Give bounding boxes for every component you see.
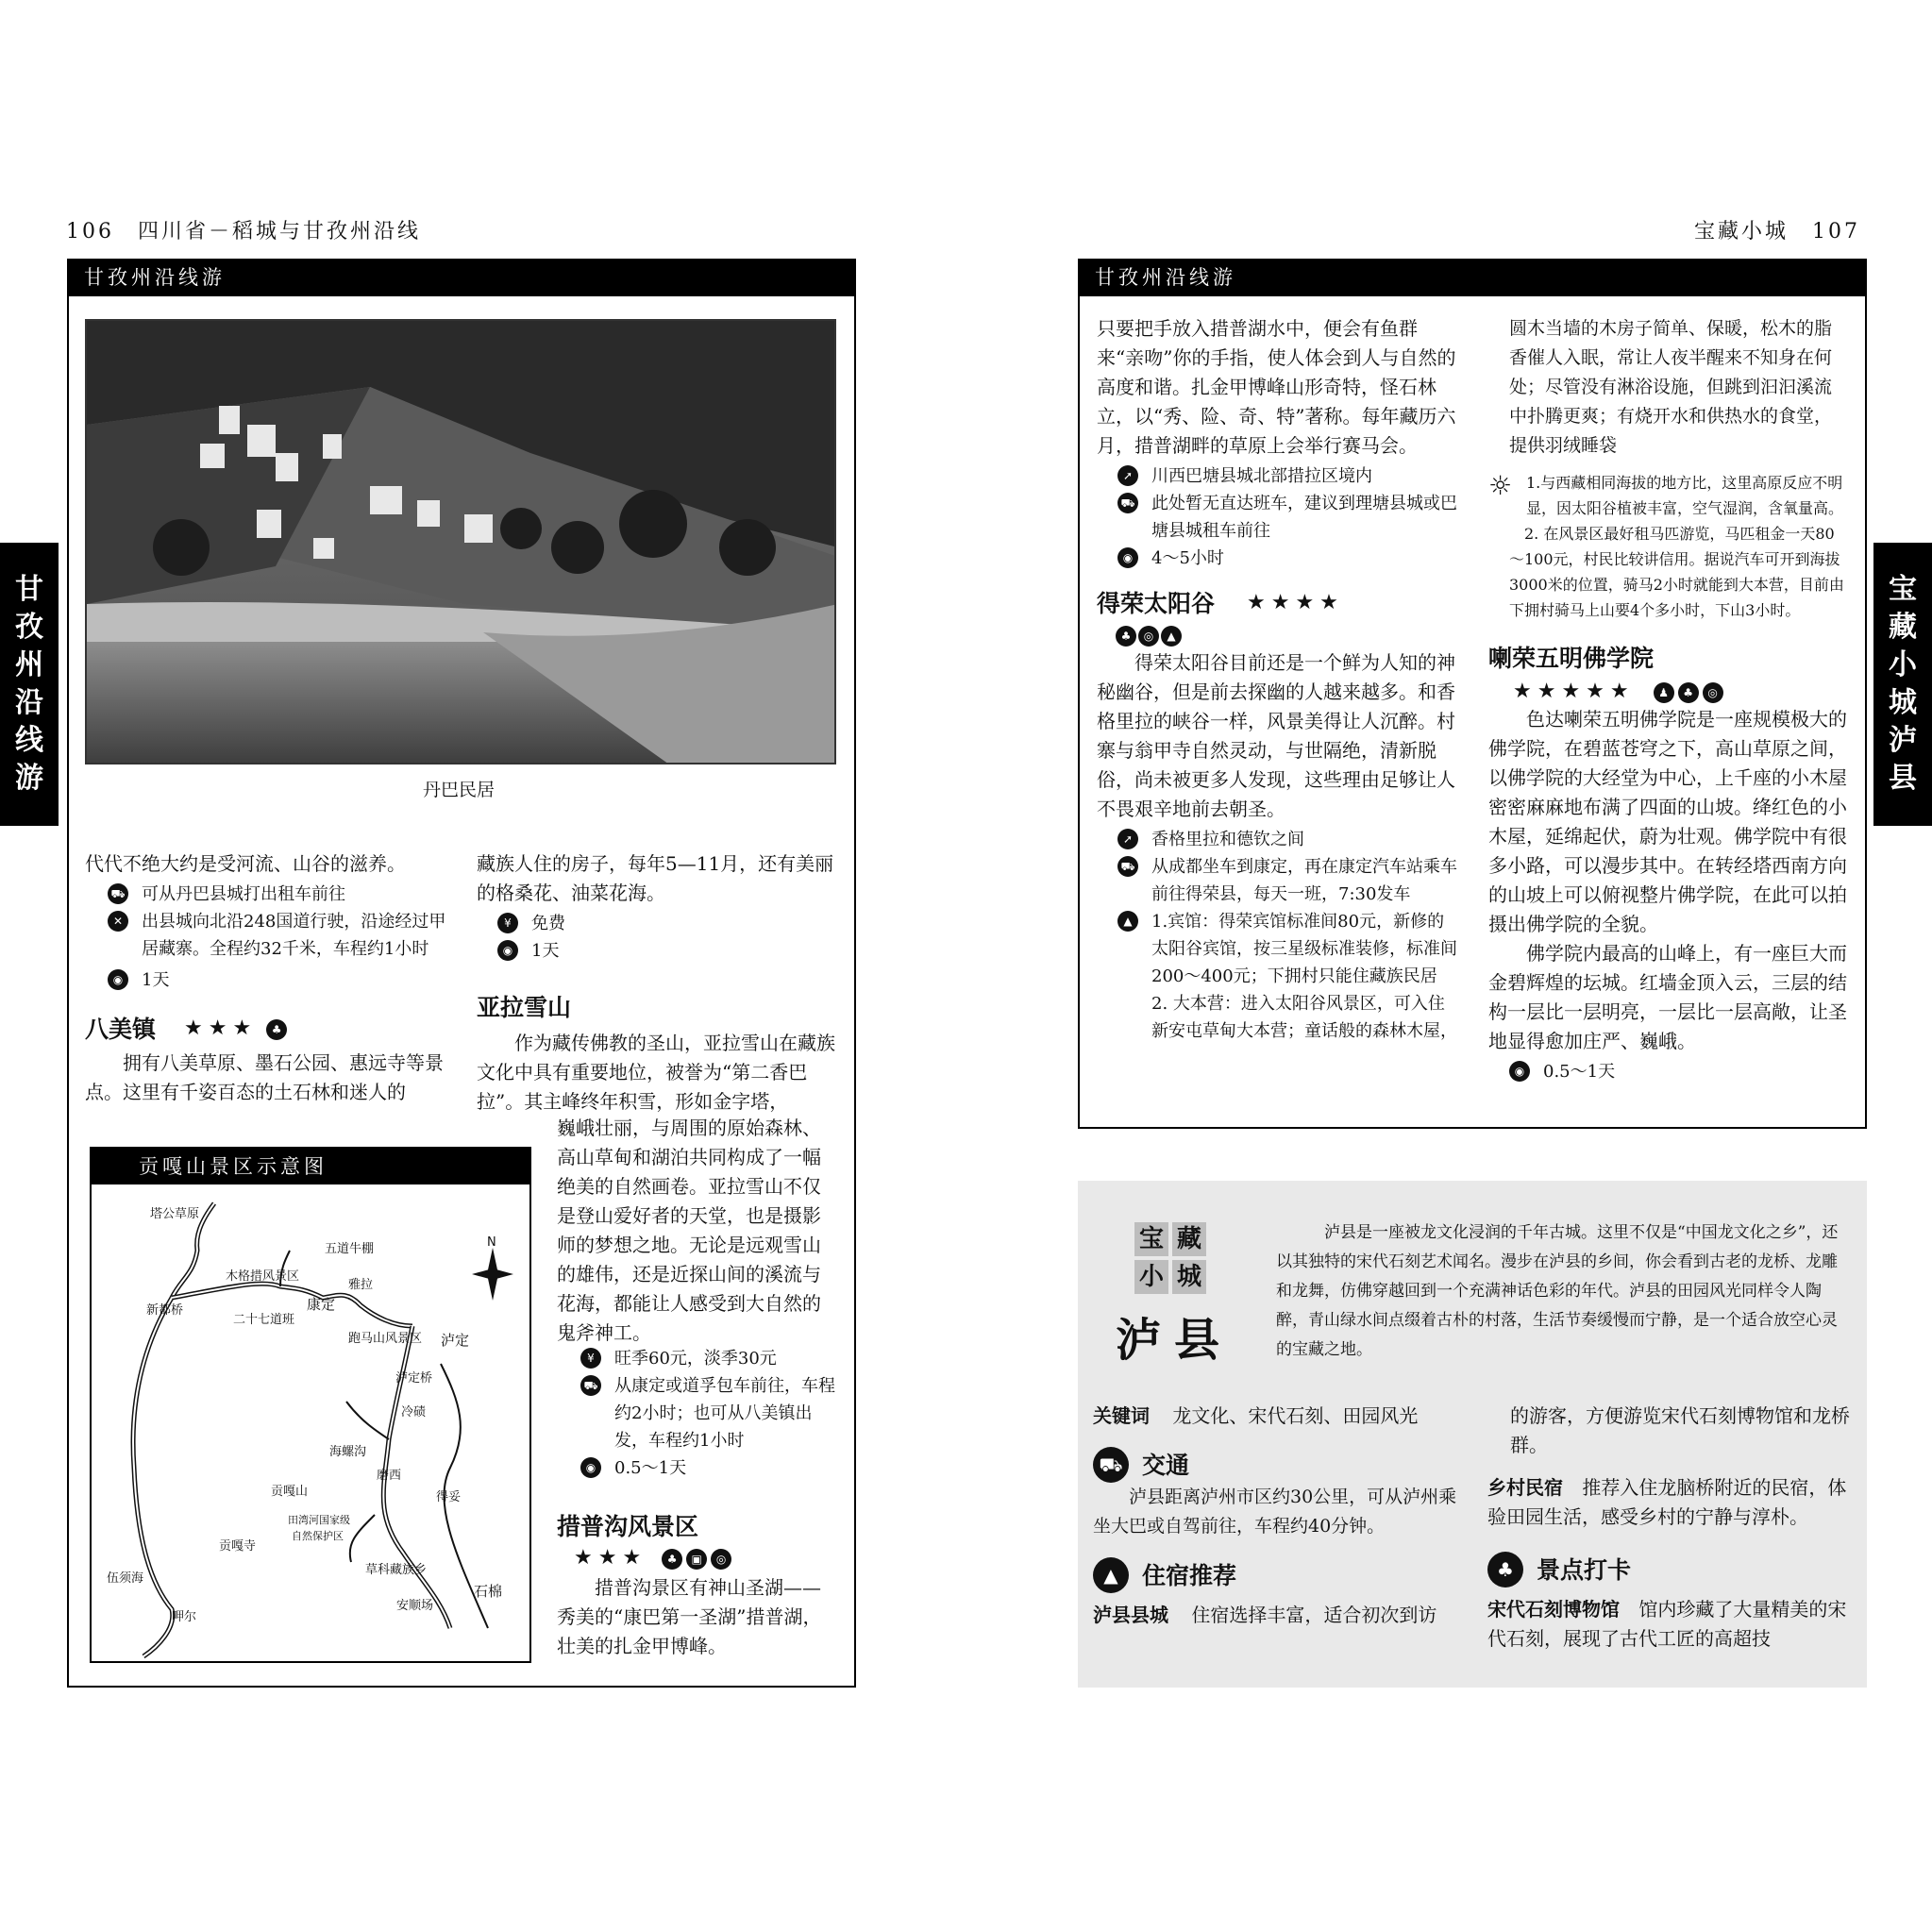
camera-icon: ◎	[1703, 682, 1723, 703]
info-row	[1117, 490, 1457, 545]
derong-continued: 圆木当墙的木房子简单、保暖，松木的脂香催人入眠，常让人夜半醒来不知身在何处；尽管没有淋浴设施，但跳到汩汩溪流中扑腾更爽；有烧开水和供热水的食堂，提供羽绒睡袋	[1509, 318, 1833, 456]
map-label: 冷碛	[401, 1405, 427, 1420]
bamei-stars: ★★★	[184, 1016, 258, 1040]
info-text: 0.5～1天	[614, 1458, 687, 1478]
camera-icon: ◎	[711, 1549, 731, 1570]
side-tab-char: 小	[1889, 648, 1917, 681]
eye-icon: ◉	[108, 969, 128, 990]
north-label: N	[487, 1235, 496, 1250]
yala-text-a: 作为藏传佛教的圣山，亚拉雪山在藏族文化中具有重要地位，被誉为“第二香巴拉”。其主峰终年积雪，形如金字塔，	[477, 1032, 835, 1113]
larong-stars: ★★★★★	[1513, 680, 1635, 703]
side-tab-char: 宝	[1889, 573, 1917, 606]
tag-char: 藏	[1172, 1222, 1206, 1256]
side-tab-char: 甘	[15, 573, 43, 606]
map-label: 磨西	[377, 1469, 402, 1483]
right-section-bar: 甘孜州沿线游	[1078, 259, 1867, 296]
info-text: 0.5～1天	[1543, 1062, 1616, 1082]
map-label: 海螺沟	[329, 1445, 367, 1459]
right-page-header: 宝藏小城 107	[1694, 220, 1860, 244]
tag-char: 宝	[1134, 1222, 1168, 1256]
info-row	[1117, 853, 1457, 908]
map-label: 雅拉	[348, 1278, 374, 1292]
stay-text: 住宿选择丰富，适合初次到访	[1191, 1604, 1437, 1626]
luxian-left-col	[1093, 1402, 1470, 1630]
map-label: 二十七道班	[233, 1313, 295, 1327]
derong-heading	[1097, 585, 1457, 619]
camera-icon: ◎	[1138, 626, 1159, 647]
cuopu-info	[1117, 462, 1457, 572]
danba-photo	[85, 319, 836, 764]
tip-2: 2. 在风景区最好租马匹游览，马匹租金一天80～100元，村民比较讲信用。据说汽车可开到海拔3000米的位置，骑马2小时就能到大本营，目前由下拥村骑马上山要4个多小时，下山3小时。	[1509, 525, 1844, 619]
bamei-heading	[85, 1011, 453, 1045]
ticket-icon: ¥	[497, 913, 518, 933]
tag-char: 城	[1172, 1260, 1206, 1294]
location-icon: ➚	[1117, 829, 1138, 849]
info-text: 此处暂无直达班车，建议到理塘县城或巴塘县城租车前往	[1151, 494, 1457, 541]
bus-icon: ⛟	[580, 1375, 601, 1396]
derong-info	[1117, 826, 1457, 1045]
village-text: 推荐入住龙脑桥附近的民宿，体验田园生活，感受乡村的宁静与淳朴。	[1487, 1476, 1847, 1528]
map-label: 贡嘎寺	[219, 1539, 257, 1554]
left-side-tab	[0, 543, 59, 826]
bus-icon: ⛟	[1093, 1447, 1129, 1483]
eye-icon: ◉	[1117, 547, 1138, 568]
bamei-text: 拥有八美草原、墨石公园、惠远寺等景点。这里有千姿百态的土石林和迷人的	[85, 1051, 444, 1103]
side-tab-char: 沿	[15, 686, 43, 719]
danba-village-image	[87, 321, 836, 764]
side-tab-char: 线	[15, 724, 43, 757]
stay-cont: 的游客，方便游览宋代石刻博物馆和龙桥群。	[1510, 1404, 1850, 1456]
cuopu-stars-row	[574, 1546, 837, 1570]
stay-row	[1093, 1601, 1470, 1630]
tip-1: 1.与西藏相同海拔的地方比，这里高原反应不明显，因太阳谷植被丰富，空气湿润，含氧量高。	[1526, 474, 1844, 517]
map-label: 五道牛棚	[325, 1242, 375, 1256]
left-col1-info	[108, 881, 453, 994]
info-text: 4～5小时	[1151, 548, 1224, 568]
info-text: 川西巴塘县城北部措拉区境内	[1151, 466, 1372, 486]
left-col2	[477, 849, 837, 1117]
side-tab-char: 游	[15, 762, 43, 795]
traffic-heading	[1093, 1444, 1470, 1483]
location-icon: ➚	[1117, 465, 1138, 486]
side-tab-char: 县	[1889, 762, 1917, 795]
yala-text-b: 巍峨壮丽，与周围的原始森林、高山草甸和湖泊共同构成了一幅绝美的自然画卷。亚拉雪山不仅是登山爱好者的天堂，也是摄影师的梦想之地。无论是远观雪山的雄伟，还是近探山间的溪流与花海，都能让人感受到大自然的鬼斧神工。	[557, 1117, 821, 1344]
info-text: 旺季60元，淡季30元	[614, 1349, 777, 1369]
info-row	[1117, 908, 1457, 990]
keywords-row	[1093, 1402, 1470, 1431]
museum-text: 馆内珍藏了大量精美的宋代石刻，展现了古代工匠的高超技	[1487, 1598, 1847, 1650]
stay-label: 泸县县城	[1093, 1604, 1168, 1626]
side-tab-char: 藏	[1889, 611, 1917, 644]
cuopu-stars: ★★★	[574, 1546, 647, 1570]
derong-text: 得荣太阳谷目前还是一个鲜为人知的神秘幽谷，但是前去探幽的人越来越多。和香格里拉的峡谷一样，风景美得让人沉醉。村寨与翁甲寺自然灵动，与世隔绝，清新脱俗，尚未被更多人发现，这些理由足够让人不畏艰辛地前去朝圣。	[1097, 651, 1455, 820]
side-tab-char: 城	[1889, 686, 1917, 719]
tips-block	[1488, 470, 1849, 521]
info-row	[497, 910, 837, 937]
info-text: 1.宾馆：得荣宾馆标准间80元，新修的太阳谷宾馆，按三星级标准装修，标准间200～400元；下拥村只能住藏族民居	[1151, 912, 1457, 986]
scenery-icon: ♣	[662, 1549, 682, 1570]
info-row	[1117, 826, 1457, 853]
map-routes	[92, 1184, 529, 1661]
museum-label: 宋代石刻博物馆	[1487, 1598, 1620, 1621]
cuopu-text: 措普沟景区有神山圣湖——秀美的“康巴第一圣湖”措普湖，壮美的扎金甲博峰。	[557, 1576, 822, 1657]
map-label: 康定	[307, 1296, 336, 1313]
bus-icon: ⛟	[1117, 493, 1138, 513]
right-col2	[1488, 314, 1849, 1085]
map-label: 田湾河国家级	[288, 1514, 350, 1526]
map-label: 草科藏族乡	[365, 1563, 428, 1577]
bus-icon: ⛟	[1117, 856, 1138, 877]
info-text: 2. 大本营：进入太阳谷风景区，可入住新安屯草甸大本营；童话般的森林木屋，	[1151, 994, 1457, 1041]
luxian-right-col	[1487, 1402, 1850, 1654]
tent-icon: ▲	[1117, 911, 1138, 932]
info-row	[497, 937, 837, 965]
side-tab-char: 孜	[15, 611, 43, 644]
map-label: 泸定桥	[395, 1371, 433, 1386]
info-text: 免费	[531, 914, 565, 933]
larong-text-b: 佛学院内最高的山峰上，有一座巨大而金碧辉煌的坛城。红墙金顶入云，三层的结构一层比一层明亮，一层比一层高敞，让圣地显得愈加庄严、巍峨。	[1488, 942, 1847, 1052]
tent-icon: ▲	[1161, 626, 1182, 647]
scenery-icon: ♣	[266, 1019, 287, 1040]
museum-row	[1487, 1595, 1850, 1654]
left-col1-intro: 代代不绝大约是受河流、山谷的滋养。	[85, 852, 406, 875]
spots-title: 景点打卡	[1537, 1555, 1632, 1584]
info-text: 出县城向北沿248国道行驶，沿途经过甲居藏寨。全程约32千米，车程约1小时	[142, 912, 446, 959]
lightbulb-icon: ☼	[1488, 470, 1513, 501]
luxian-tag	[1134, 1222, 1210, 1294]
eye-icon: ◉	[580, 1457, 601, 1478]
photo-caption: 丹巴民居	[423, 780, 496, 800]
left-page-header: 106 四川省－稻城与甘孜州沿线	[66, 220, 421, 244]
larong-stars-row	[1513, 680, 1849, 703]
info-row	[108, 881, 453, 908]
info-text: 从成都坐车到康定，再在康定汽车站乘车前往得荣县，每天一班，7:30发车	[1151, 857, 1457, 904]
stay-title: 住宿推荐	[1142, 1561, 1237, 1589]
scenery-icon: ♣	[1678, 682, 1699, 703]
info-row	[1509, 1058, 1849, 1085]
luxian-title: 泸县	[1116, 1314, 1234, 1367]
stay-heading	[1093, 1554, 1470, 1593]
tent-icon: ▲	[1093, 1557, 1129, 1593]
map-label: 安顺场	[396, 1599, 434, 1613]
map-label: 自然保护区	[292, 1530, 344, 1542]
keywords-value: 龙文化、宋代石刻、田园风光	[1172, 1404, 1419, 1427]
village-label: 乡村民宿	[1487, 1476, 1563, 1499]
map-label: 新都桥	[146, 1303, 184, 1318]
derong-stars: ★★★★	[1247, 590, 1344, 614]
map-label: 塔公草原	[150, 1207, 200, 1221]
larong-text-a: 色达喇荣五明佛学院是一座规模极大的佛学院，在碧蓝苍穹之下，高山草原之间，以佛学院的大经堂为中心，上千座的小木屋密密麻麻地布满了四面的山坡。绛红色的小木屋，延绵起伏，蔚为壮观。佛学院中有很多小路，可以漫步其中。在转经塔西南方向的山坡上可以俯视整片佛学院，在此可以拍摄出佛学院的全貌。	[1488, 708, 1847, 935]
cuopu-section	[557, 1508, 837, 1661]
left-col1	[85, 849, 453, 1107]
map-label: 伍须海	[107, 1571, 144, 1586]
traffic-text: 泸县距离泸州市区约30公里，可从泸州乘坐大巴或自驾前往，车程约40分钟。	[1093, 1487, 1457, 1537]
info-text: 香格里拉和德钦之间	[1151, 830, 1304, 849]
info-row	[580, 1454, 837, 1482]
scenery-icon: ♣	[1116, 626, 1136, 647]
info-row	[580, 1345, 837, 1372]
map-label: 木格措风景区	[226, 1269, 300, 1284]
eye-icon: ◉	[497, 940, 518, 961]
cuopu-title: 措普沟风景区	[557, 1513, 699, 1540]
map-label: 泸定	[441, 1332, 470, 1349]
ticket-icon: ¥	[580, 1348, 601, 1369]
left-col2-intro: 藏族人住的房子，每年5—11月，还有美丽的格桑花、油菜花海。	[477, 852, 834, 904]
info-row	[1117, 545, 1457, 572]
derong-icons	[1116, 623, 1457, 647]
info-text: 1天	[142, 970, 170, 990]
photo-icon: ▣	[686, 1549, 707, 1570]
side-tab-char: 泸	[1889, 724, 1917, 757]
yala-info	[580, 1345, 837, 1482]
right-side-tab	[1873, 543, 1932, 826]
larong-title: 喇荣五明佛学院	[1488, 645, 1655, 672]
map-label: 呷尔	[172, 1610, 197, 1624]
right-col1	[1097, 314, 1457, 1045]
cuopu-continued: 只要把手放入措普湖水中，便会有鱼群来“亲吻”你的手指，使人体会到人与自然的高度和谐。扎金甲博峰山形奇特，怪石林立，以“秀、险、奇、特”著称。每年藏历六月，措普湖畔的草原上会举行赛马会。	[1097, 317, 1456, 457]
map-label: 得妥	[436, 1490, 462, 1504]
luxian-box	[1078, 1181, 1867, 1688]
scenery-icon: ♣	[1487, 1552, 1523, 1588]
left-section-bar: 甘孜州沿线游	[67, 259, 856, 296]
spots-heading	[1487, 1549, 1850, 1588]
side-tab-char: 州	[15, 648, 43, 681]
drive-icon: ✕	[108, 911, 128, 932]
tag-char: 小	[1134, 1260, 1168, 1294]
info-row	[580, 1372, 837, 1454]
info-row	[108, 966, 453, 994]
map-title: 贡嘎山景区示意图	[92, 1149, 529, 1184]
north-arrow	[472, 1248, 513, 1301]
info-row	[1117, 462, 1457, 490]
yala-title: 亚拉雪山	[477, 994, 572, 1021]
info-text: 从康定或道孚包车前往，车程约2小时；也可从八美镇出发，车程约1小时	[614, 1376, 835, 1451]
info-text: 可从丹巴县城打出租车前往	[142, 884, 345, 904]
left-col2-info	[497, 910, 837, 965]
gongga-map	[90, 1147, 531, 1663]
keywords-label: 关键词	[1093, 1404, 1150, 1427]
luxian-intro: 泸县是一座被龙文化浸润的千年古城。这里不仅是“中国龙文化之乡”，还以其独特的宋代石刻艺术闻名。漫步在泸县的乡间，你会看到古老的龙桥、龙雕和龙舞，仿佛穿越回到一个充满神话色彩的年代。泸县的田园风光同样令人陶醉，青山绿水间点缀着古朴的村落，生活节奏缓慢而宁静，是一个适合放空心灵的宝藏之地。	[1276, 1223, 1839, 1359]
info-row	[108, 908, 453, 963]
bus-icon: ⛟	[108, 883, 128, 904]
traffic-title: 交通	[1142, 1451, 1190, 1479]
village-row	[1487, 1473, 1850, 1532]
derong-title: 得荣太阳谷	[1097, 590, 1216, 617]
buddha-icon: ♟	[1654, 682, 1674, 703]
info-text: 1天	[531, 941, 560, 961]
bamei-title: 八美镇	[85, 1016, 157, 1043]
map-label: 石棉	[474, 1583, 503, 1600]
map-label: 贡嘎山	[271, 1485, 309, 1499]
eye-icon: ◉	[1509, 1061, 1530, 1082]
map-label: 跑马山风景区	[348, 1332, 423, 1346]
info-row	[1117, 990, 1457, 1045]
